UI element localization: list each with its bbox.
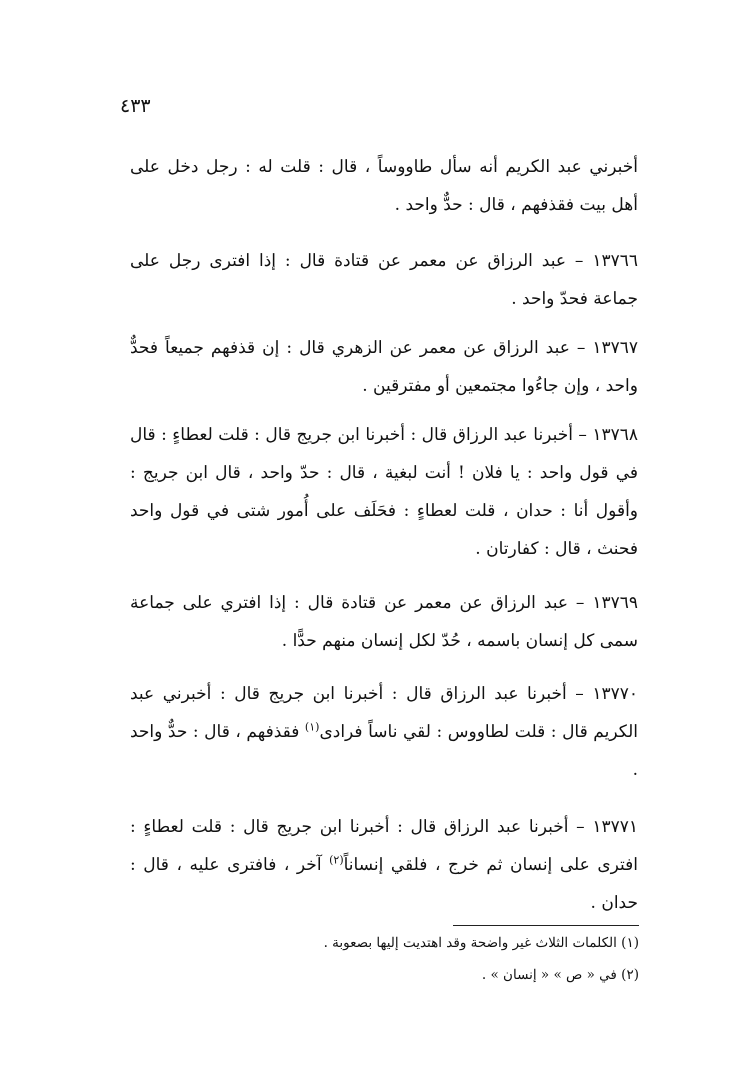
footnote-divider (453, 925, 639, 926)
footnote-ref-1: (١) (304, 720, 320, 734)
footnote-1: (١) الكلمات الثلاث غير واضحة وقد اهتديت إليها بصعوبة . (323, 935, 639, 951)
hadith-13771-text-end: آخر ، فافترى عليه ، قال : حدان . (130, 855, 638, 913)
hadith-13769: ١٣٧٦٩ – عبد الرزاق عن معمر عن قتادة قال : إذا افتري على جماعة سمى كل إنسان باسمه ، حُدّ لكل إنسان منهم حدًّا . (130, 593, 638, 651)
hadith-13770-text-end: فقذفهم ، قال : حدٌّ واحد . (130, 722, 638, 780)
hadith-13770-text: ١٣٧٧٠ – أخبرنا عبد الرزاق قال : أخبرنا ابن جريج قال : أخبرني عبد الكريم قال : قلت لطاووس : لقي ناساً فرادى (130, 684, 638, 742)
page-number: ٤٣٣ (120, 95, 151, 117)
hadith-13767: ١٣٧٦٧ – عبد الرزاق عن معمر عن الزهري قال : إن قذفهم جميعاً فحدٌّ واحد ، وإن جاءُوا مجتمعين أو مفترقين . (130, 338, 638, 396)
hadith-13770 (130, 675, 638, 789)
hadith-13768: ١٣٧٦٨ – أخبرنا عبد الرزاق قال : أخبرنا ابن جريج قال : قلت لعطاءٍ : قال في قول واحد : يا فلان ! أنت لبغية ، قال : حدّ واحد ، قال ابن جريج : وأقول أنا : حدان ، قلت لعطاءٍ : فحَلَف على أُمور شتى في قول واحد فحنث ، قال : كفارتان . (130, 425, 638, 559)
hadith-13766: ١٣٧٦٦ – عبد الرزاق عن معمر عن قتادة قال : إذا افترى رجل على جماعة فحدّ واحد . (130, 251, 638, 309)
hadith-13771 (130, 808, 638, 922)
paragraph-intro: أخبرني عبد الكريم أنه سأل طاووساً ، قال : قلت له : رجل دخل على أهل بيت فقذفهم ، قال : حدٌّ واحد . (130, 157, 638, 215)
hadith-13771-text: ١٣٧٧١ – أخبرنا عبد الرزاق قال : أخبرنا ابن جريج قال : قلت لعطاءٍ : افترى على إنسان ثم خرج ، فلقي إنساناً (130, 817, 638, 875)
footnote-2: (٢) في « ص » « إنسان » . (481, 967, 639, 983)
footnote-ref-2: (٢) (329, 853, 344, 867)
